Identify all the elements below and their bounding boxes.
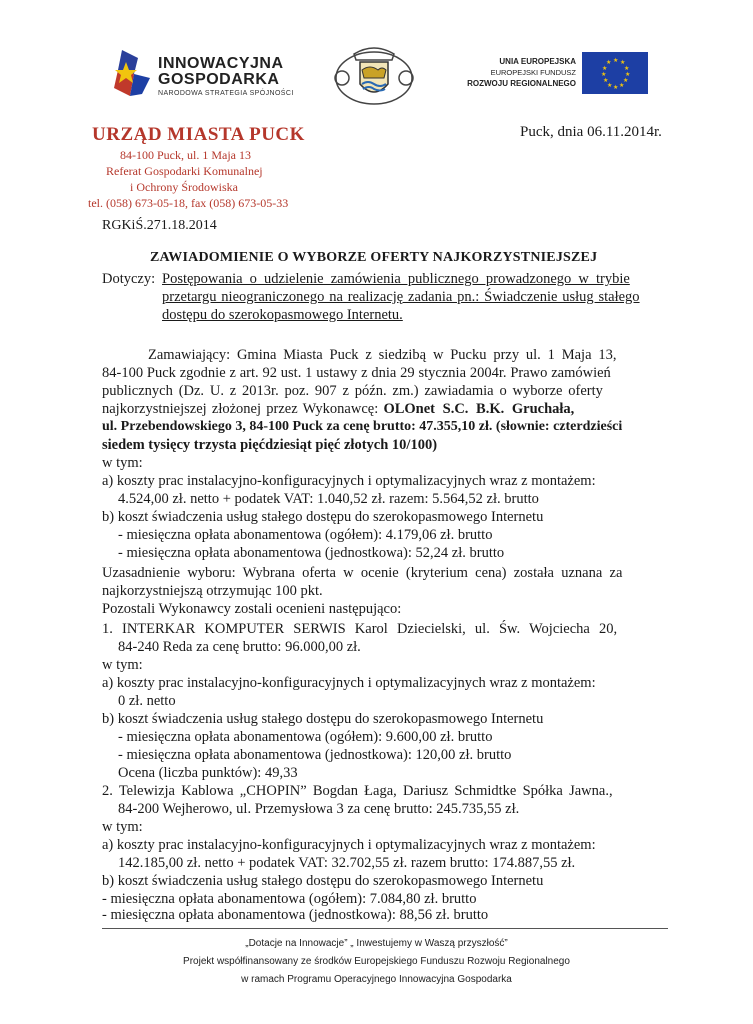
ig-logo-line3: NARODOWA STRATEGIA SPÓJNOŚCI <box>158 90 294 97</box>
document-date: Puck, dnia 06.11.2014r. <box>520 124 662 140</box>
svg-text:★: ★ <box>613 84 619 91</box>
document-title: ZAWIADOMIENIE O WYBORZE OFERTY NAJKORZYSTNIEJSZEJ <box>150 250 598 265</box>
puck-crest-icon <box>330 40 418 108</box>
paragraph-1-line-1: Zamawiający: Gmina Miasta Puck z siedzibą w Pucku przy ul. 1 Maja 13, <box>148 347 617 363</box>
paragraph-1-line-5: ul. Przebendowskiego 3, 84-100 Puck za cenę brutto: 47.355,10 zł. (słownie: czterdzieści <box>102 419 623 434</box>
bidder-1-cost-b: b) koszt świadczenia usług stałego dostępu do szerokopasmowego Internetu <box>102 711 544 727</box>
paragraph-1-line-4: najkorzystniejszej złożonej przez Wykonawcę: OLOnet S.C. B.K. Gruchała, <box>102 401 575 417</box>
winner-monthly-total: - miesięczna opłata abonamentowa (ogółem): 4.179,06 zł. brutto <box>118 527 493 543</box>
bidder-1-score: Ocena (liczba punktów): 49,33 <box>118 765 298 781</box>
eu-logo <box>452 52 652 96</box>
subject-label: Dotyczy: <box>102 271 156 287</box>
svg-text:★: ★ <box>607 82 613 89</box>
bidder-1-line-1: 1. INTERKAR KOMPUTER SERWIS Karol Dziecielski, ul. Św. Wojciecha 20, <box>102 621 618 637</box>
winner-monthly-unit: - miesięczna opłata abonamentowa (jednostkowa): 52,24 zł. brutto <box>118 545 505 561</box>
footer-programme: w ramach Programu Operacyjnego Innowacyjna Gospodarka <box>241 974 512 985</box>
bidder-1-cost-a-value: 0 zł. netto <box>118 693 176 709</box>
eu-logo-line1: UNIA EUROPEJSKA <box>499 57 576 66</box>
bidder-2-monthly-unit: - miesięczna opłata abonamentowa (jednostkowa): 88,56 zł. brutto <box>102 907 489 923</box>
innowacyjna-gospodarka-logo <box>112 48 312 108</box>
svg-text:★: ★ <box>613 57 619 64</box>
footer-divider <box>102 928 668 929</box>
svg-text:★: ★ <box>603 77 609 84</box>
subject-line-2: przetargu nieograniczonego na realizację zadania pn.: Świadczenie usług stałego <box>162 289 640 305</box>
stamp-department: Referat Gospodarki Komunalnej <box>106 164 263 178</box>
bidder-2-line-2: 84-200 Wejherowo, ul. Przemysłowa 3 za cenę brutto: 245.735,55 zł. <box>118 801 520 817</box>
stamp-title: URZĄD MIASTA PUCK <box>92 124 305 145</box>
bidder-2-cost-a-value: 142.185,00 zł. netto + podatek VAT: 32.702,55 zł. razem brutto: 174.887,55 zł. <box>118 855 576 871</box>
other-bidders-intro: Pozostali Wykonawcy zostali ocenieni następująco: <box>102 601 402 617</box>
bidder-2-monthly-total: - miesięczna opłata abonamentowa (ogółem): 7.084,80 zł. brutto <box>102 891 477 907</box>
bidder-2-cost-a: a) koszty prac instalacyjno-konfiguracyjnych i optymalizacyjnych wraz z montażem: <box>102 837 596 853</box>
eu-logo-line3: ROZWOJU REGIONALNEGO <box>467 79 576 88</box>
svg-text:★: ★ <box>606 59 612 66</box>
winner-cost-b: b) koszt świadczenia usług stałego dostępu do szerokopasmowego Internetu <box>102 509 544 525</box>
svg-text:★: ★ <box>625 71 631 78</box>
svg-text:★: ★ <box>623 77 629 84</box>
winner-cost-a-value: 4.524,00 zł. netto + podatek VAT: 1.040,52 zł. razem: 5.564,52 zł. brutto <box>118 491 539 507</box>
in-which-label-3: w tym: <box>102 819 143 835</box>
paragraph-1-line-6: siedem tysięcy trzysta pięćdziesiąt pięć złotych 10/100) <box>102 437 438 453</box>
in-which-label-1: w tym: <box>102 455 143 471</box>
footer-cofinanced: Projekt współfinansowany ze środków Europejskiego Funduszu Rozwoju Regionalnego <box>183 956 570 967</box>
stamp-department-2: i Ochrony Środowiska <box>130 180 238 194</box>
stamp-phone: tel. (058) 673-05-18, fax (058) 673-05-33 <box>88 196 289 210</box>
svg-text:★: ★ <box>601 71 607 78</box>
svg-text:★: ★ <box>619 82 625 89</box>
paragraph-1-line-3: publicznych (Dz. U. z 2013r. poz. 907 z późn. zm.) zawiadamia o wyborze oferty <box>102 383 603 399</box>
svg-text:★: ★ <box>624 65 630 72</box>
winner-cost-a: a) koszty prac instalacyjno-konfiguracyjnych i optymalizacyjnych wraz z montażem: <box>102 473 596 489</box>
svg-text:★: ★ <box>602 65 608 72</box>
bidder-2-line-1: 2. Telewizja Kablowa „CHOPIN” Bogdan Łaga, Dariusz Schmidtke Spółka Jawna., <box>102 783 613 799</box>
bidder-1-monthly-total: - miesięczna opłata abonamentowa (ogółem): 9.600,00 zł. brutto <box>118 729 493 745</box>
subject-line-3: dostępu do szerokopasmowego Internetu. <box>162 307 403 323</box>
bidder-2-cost-b: b) koszt świadczenia usług stałego dostępu do szerokopasmowego Internetu <box>102 873 544 889</box>
justification-line-2: najkorzystniejszą otrzymując 100 pkt. <box>102 583 323 599</box>
svg-text:★: ★ <box>620 59 626 66</box>
bidder-1-monthly-unit: - miesięczna opłata abonamentowa (jednostkowa): 120,00 zł. brutto <box>118 747 512 763</box>
eu-logo-line2: EUROPEJSKI FUNDUSZ <box>490 68 576 77</box>
footer-slogan: „Dotacje na Innowacje” „ Inwestujemy w Waszą przyszłość” <box>245 938 508 949</box>
subject-line-1: Postępowania o udzielenie zamówienia publicznego prowadzonego w trybie <box>162 271 630 287</box>
ig-logo-line1: INNOWACYJNA <box>158 55 284 72</box>
justification-line-1: Uzasadnienie wyboru: Wybrana oferta w ocenie (kryterium cena) została uznana za <box>102 565 623 581</box>
in-which-label-2: w tym: <box>102 657 143 673</box>
bidder-1-line-2: 84-240 Reda za cenę brutto: 96.000,00 zł. <box>118 639 361 655</box>
ig-star-icon <box>112 48 152 100</box>
bidder-1-cost-a: a) koszty prac instalacyjno-konfiguracyjnych i optymalizacyjnych wraz z montażem: <box>102 675 596 691</box>
reference-number: RGKiŚ.271.18.2014 <box>102 218 217 233</box>
ig-logo-line2: GOSPODARKA <box>158 71 280 88</box>
stamp-address: 84-100 Puck, ul. 1 Maja 13 <box>120 148 251 162</box>
paragraph-1-line-2: 84-100 Puck zgodnie z art. 92 ust. 1 ustawy z dnia 29 stycznia 2004r. Prawo zamówień <box>102 365 611 381</box>
eu-flag-icon <box>582 52 648 94</box>
